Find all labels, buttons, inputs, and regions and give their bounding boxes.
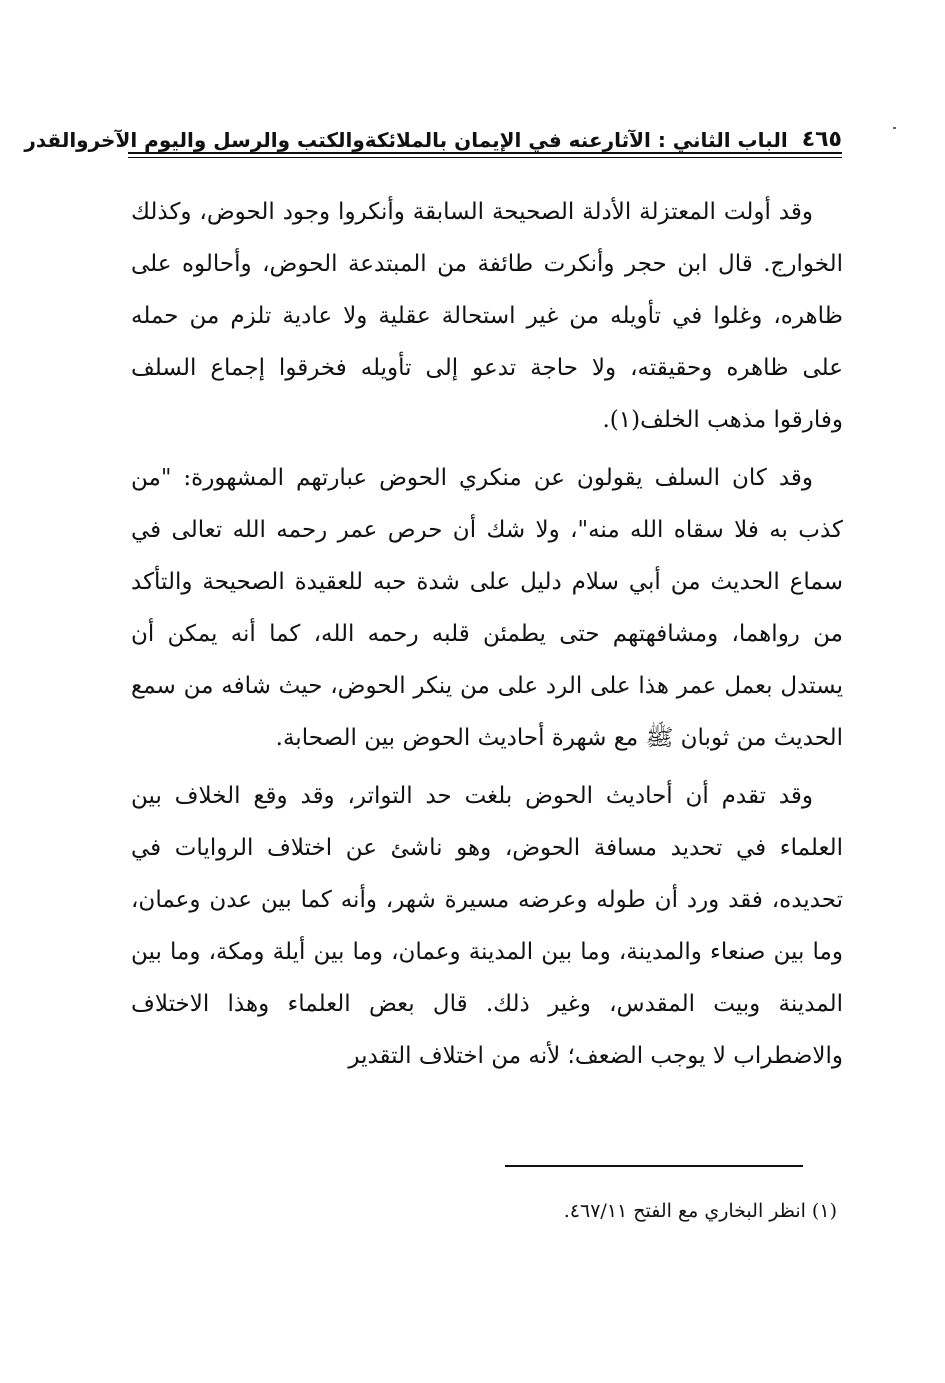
- paragraph-1: وقد أولت المعتزلة الأدلة الصحيحة السابقة وأنكروا وجود الحوض، وكذلك الخوارج. قال ابن حجر وأنكرت طائفة من المبتدعة الحوض، وأحالوه على ظاهره، وغلوا في تأويله من غير استحالة عقلية ولا عادية تلزم من حمله على ظاهره وحقيقته، ولا حاجة تدعو إلى تأويله فخرقوا إجماع السلف وفارقوا مذهب الخلف(١).: [131, 199, 843, 433]
- scan-speck: [893, 127, 896, 129]
- header-rule-thick: [128, 152, 842, 154]
- chapter-title: الباب الثاني : الآثارعنه في الإيمان بالملائكةوالكتب والرسل واليوم الآخروالقدر: [24, 128, 788, 152]
- page-number: ٤٦٥: [801, 127, 842, 152]
- main-text: [131, 186, 843, 1082]
- running-header: [24, 112, 842, 152]
- footnote: (١) انظر البخاري مع الفتح ٤٦٧/١١.: [563, 1200, 837, 1222]
- footnote-separator: [505, 1165, 803, 1167]
- paragraph-3: وقد تقدم أن أحاديث الحوض بلغت حد التواتر، وقد وقع الخلاف بين العلماء في تحديد مسافة الحوض، وهو ناشئ عن اختلاف الروايات في تحديده، فقد ورد أن طوله وعرضه مسيرة شهر، وأنه كما بين عدن وعمان، وما بين صنعاء والمدينة، وما بين المدينة وعمان، وما بين أيلة ومكة، وما بين المدينة وبيت المقدس، وغير ذلك. قال بعض العلماء وهذا الاختلاف والاضطراب لا يوجب الضعف؛ لأنه من اختلاف التقدير: [131, 783, 843, 1069]
- paragraph-2: وقد كان السلف يقولون عن منكري الحوض عبارتهم المشهورة: "من كذب به فلا سقاه الله منه"، ولا شك أن حرص عمر رحمه الله تعالى في سماع الحديث من أبي سلام دليل على شدة حبه للعقيدة الصحيحة والتأكد من رواهما، ومشافهتهم حتى يطمئن قلبه رحمه الله، كما أنه يمكن أن يستدل بعمل عمر هذا على الرد على من ينكر الحوض، حيث شافه من سمع الحديث من ثوبان ﷺ مع شهرة أحاديث الحوض بين الصحابة.: [131, 465, 843, 751]
- header-rule-thin: [128, 157, 842, 158]
